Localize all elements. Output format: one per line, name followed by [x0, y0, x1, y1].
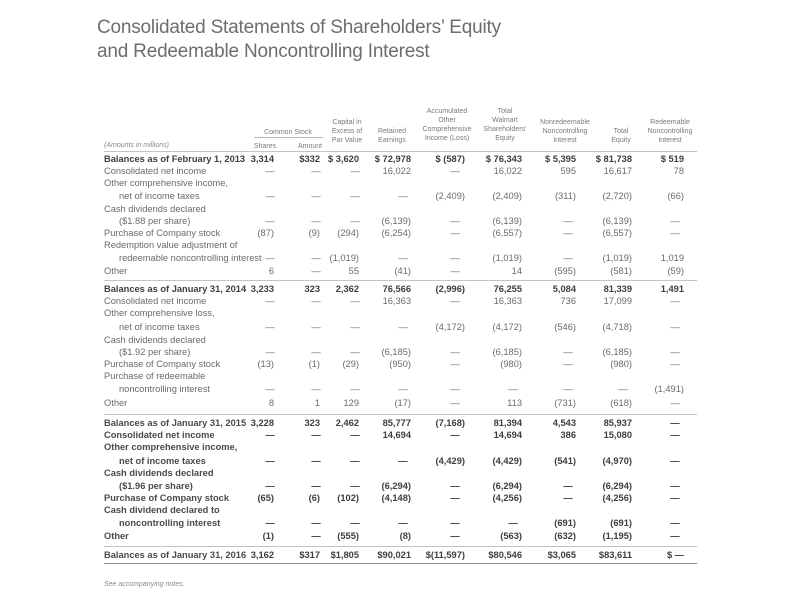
table-cell: 323: [304, 284, 320, 294]
table-cell: (1,019): [492, 253, 522, 263]
table-cell: (563): [500, 531, 522, 541]
table-cell: (2,409): [492, 191, 522, 201]
header-redeemable-2: Noncontrolling: [647, 128, 693, 135]
table-cell: —: [450, 296, 460, 306]
table-cell: $90,021: [377, 550, 411, 560]
row-label: Other: [104, 266, 128, 276]
table-cell: 85,777: [382, 418, 411, 428]
table-cell: (1,491): [654, 384, 684, 394]
table-cell: 85,937: [603, 418, 632, 428]
table-cell: —: [670, 398, 680, 408]
table-cell: 14: [511, 266, 522, 276]
row-label: Consolidated net income: [104, 430, 215, 440]
row-label: Other comprehensive income,: [104, 178, 229, 188]
row-label: Other comprehensive income,: [104, 442, 238, 452]
table-cell: (691): [554, 518, 576, 528]
table-cell: 16,022: [493, 166, 522, 176]
table-cell: —: [450, 493, 460, 503]
table-cell: (2,720): [602, 191, 632, 201]
table-cell: —: [563, 253, 573, 263]
table-cell: —: [311, 430, 321, 440]
row-label: net of income taxes: [119, 191, 200, 201]
header-nonredeemable: [540, 118, 590, 145]
table-cell: $ 5,395: [544, 154, 576, 164]
table-cell: 16,363: [382, 296, 411, 306]
row-label: ($1.88 per share): [119, 216, 191, 226]
table-cell: 14,694: [382, 430, 411, 440]
table-cell: (7,168): [435, 418, 465, 428]
table-cell: $ 72,978: [374, 154, 411, 164]
table-cell: —: [450, 430, 460, 440]
table-cell: —: [670, 418, 680, 428]
table-cell: —: [670, 216, 680, 226]
table-cell: —: [508, 518, 518, 528]
table-cell: —: [311, 166, 321, 176]
header-aoci-2: Other: [438, 117, 456, 124]
table-cell: —: [311, 481, 321, 491]
header-capital-excess-1: Capital in: [332, 119, 362, 126]
table-cell: (950): [389, 359, 411, 369]
header-redeemable-1: Redeemable: [650, 119, 690, 126]
table-cell: (4,970): [602, 456, 632, 466]
table-cell: 81,394: [493, 418, 522, 428]
table-cell: —: [265, 456, 275, 466]
table-cell: (66): [667, 191, 684, 201]
header-aoci-4: Income (Loss): [424, 135, 470, 142]
row-label: Cash dividend declared to: [104, 505, 220, 515]
table-cell: —: [398, 518, 408, 528]
table-cell: 323: [304, 418, 320, 428]
row-label: Balances as of January 31, 2015: [104, 418, 247, 428]
table-cell: (6,185): [602, 347, 632, 357]
table-cell: —: [311, 531, 321, 541]
table-cell: $(11,597): [425, 550, 465, 560]
table-cell: —: [350, 322, 360, 332]
row-label: Balances as of January 31, 2014: [104, 284, 247, 294]
table-cell: —: [563, 384, 573, 394]
table-cell: —: [563, 493, 573, 503]
table-cell: 16,617: [603, 166, 632, 176]
table-cell: $ —: [666, 550, 684, 560]
table-cell: 15,080: [603, 430, 632, 440]
table-cell: —: [350, 296, 360, 306]
table-cell: 113: [507, 398, 522, 408]
table-cell: (6,294): [602, 481, 632, 491]
table-cell: (17): [394, 398, 411, 408]
table-cell: 1: [314, 398, 320, 408]
table-cell: (1,019): [602, 253, 632, 263]
table-cell: —: [265, 481, 275, 491]
table-cell: 3,162: [250, 550, 274, 560]
table-cell: 129: [343, 398, 359, 408]
title-line-2: and Redeemable Noncontrolling Interest: [97, 41, 430, 62]
header-aoci-1: Accumulated: [426, 108, 468, 115]
table-cell: (6,185): [381, 347, 411, 357]
row-label: Cash dividends declared: [104, 204, 206, 214]
table-cell: —: [350, 166, 360, 176]
table-cell: —: [265, 347, 275, 357]
table-cell: —: [265, 191, 275, 201]
table-cell: 736: [560, 296, 576, 306]
table-cell: —: [450, 518, 460, 528]
header-total-walmart: [483, 107, 526, 143]
table-cell: (87): [257, 228, 274, 238]
table-cell: (541): [554, 456, 576, 466]
table-cell: —: [311, 266, 321, 276]
table-cell: —: [563, 216, 573, 226]
table-cell: —: [670, 359, 680, 369]
table-cell: $ (587): [435, 154, 465, 164]
row-label: Redemption value adjustment of: [104, 240, 238, 250]
row-label: Purchase of redeemable: [104, 371, 206, 381]
row-label: net of income taxes: [119, 322, 200, 332]
header-nonredeemable-1: Nonredeemable: [540, 119, 590, 126]
table-cell: (555): [337, 531, 359, 541]
table-cell: 16,363: [493, 296, 522, 306]
footnote: See accompanying notes.: [104, 581, 185, 588]
table-cell: —: [311, 216, 321, 226]
table-cell: 55: [348, 266, 359, 276]
table-cell: 2,362: [335, 284, 359, 294]
table-cell: —: [311, 253, 321, 263]
table-cell: 5,084: [552, 284, 576, 294]
table-cell: —: [450, 359, 460, 369]
table-cell: —: [265, 166, 275, 176]
table-cell: —: [311, 296, 321, 306]
row-label: Consolidated net income: [104, 166, 207, 176]
table-cell: (29): [342, 359, 359, 369]
table-cell: (691): [610, 518, 632, 528]
page-title: [97, 16, 501, 64]
row-label: noncontrolling interest: [119, 384, 210, 394]
table-cell: 14,694: [493, 430, 522, 440]
table-cell: —: [563, 481, 573, 491]
header-total-equity: [611, 127, 630, 145]
table-cell: —: [398, 253, 408, 263]
table-cell: (6,557): [602, 228, 632, 238]
row-label: Purchase of Company stock: [104, 493, 230, 503]
table-cell: $317: [299, 550, 320, 560]
table-cell: —: [398, 322, 408, 332]
table-cell: —: [265, 296, 275, 306]
table-cell: (4,429): [435, 456, 465, 466]
row-label: Cash dividends declared: [104, 468, 214, 478]
table-cell: (102): [337, 493, 359, 503]
table-cell: —: [265, 384, 275, 394]
table-cell: $3,065: [547, 550, 576, 560]
table-cell: $332: [299, 154, 320, 164]
table-cell: —: [350, 456, 360, 466]
table-cell: $ 519: [660, 154, 684, 164]
table-cell: —: [450, 228, 460, 238]
table-cell: $ 76,343: [485, 154, 522, 164]
table-cell: (6,557): [492, 228, 522, 238]
table-cell: (546): [554, 322, 576, 332]
table-cell: —: [311, 384, 321, 394]
header-total-equity-1: Total: [613, 128, 629, 135]
table-cell: (6,254): [381, 228, 411, 238]
row-label: Balances as of February 1, 2013: [104, 154, 246, 164]
table-cell: —: [670, 296, 680, 306]
table-cell: 8: [268, 398, 274, 408]
table-cell: (6,139): [381, 216, 411, 226]
section-rule: [104, 280, 697, 281]
table-cell: —: [450, 166, 460, 176]
header-amount: Amount: [297, 143, 323, 150]
row-label: Purchase of Company stock: [104, 228, 221, 238]
table-cell: (4,718): [602, 322, 632, 332]
table-cell: —: [670, 493, 680, 503]
table-cell: (4,256): [602, 493, 632, 503]
table-cell: (731): [554, 398, 576, 408]
header-total-equity-2: Equity: [611, 137, 631, 144]
table-cell: 4,543: [552, 418, 576, 428]
table-cell: —: [450, 266, 460, 276]
table-cell: 16,022: [382, 166, 411, 176]
table-cell: 6: [268, 266, 274, 276]
table-cell: (13): [257, 359, 274, 369]
table-cell: (4,148): [381, 493, 411, 503]
header-redeemable-3: Interest: [658, 137, 682, 144]
table-cell: 3,233: [250, 284, 274, 294]
table-cell: —: [350, 384, 360, 394]
table-cell: —: [563, 359, 573, 369]
table-cell: (1): [308, 359, 320, 369]
table-cell: 76,566: [382, 284, 411, 294]
header-redeemable: [648, 118, 693, 145]
table-cell: 78: [673, 166, 684, 176]
table-cell: —: [508, 384, 518, 394]
table-cell: (4,172): [435, 322, 465, 332]
table-cell: —: [311, 456, 321, 466]
row-label: noncontrolling interest: [119, 518, 221, 528]
table-cell: 2,462: [335, 418, 359, 428]
table-cell: 1,019: [660, 253, 684, 263]
table-cell: —: [450, 481, 460, 491]
table-cell: (581): [610, 266, 632, 276]
table-cell: —: [265, 216, 275, 226]
table-cell: (59): [667, 266, 684, 276]
section-rule: [104, 414, 697, 415]
table-cell: (6,294): [381, 481, 411, 491]
table-cell: —: [670, 456, 680, 466]
table-cell: —: [350, 216, 360, 226]
table-cell: —: [350, 518, 360, 528]
table-cell: (6,139): [602, 216, 632, 226]
header-nonredeemable-3: Interest: [553, 137, 577, 144]
table-cell: —: [563, 347, 573, 357]
table-cell: —: [670, 481, 680, 491]
table-cell: —: [350, 347, 360, 357]
table-cell: (6,139): [492, 216, 522, 226]
table-cell: (2,996): [435, 284, 465, 294]
row-label: Balances as of January 31, 2016: [104, 550, 247, 560]
table-cell: —: [311, 322, 321, 332]
header-aoci-3: Comprehensive: [422, 126, 472, 133]
table-cell: (8): [399, 531, 411, 541]
table-cell: $80,546: [488, 550, 522, 560]
table-cell: —: [670, 430, 680, 440]
amounts-label: (Amounts in millions): [104, 142, 169, 149]
table-cell: (4,429): [492, 456, 522, 466]
table-cell: —: [398, 456, 408, 466]
table-cell: (1,019): [329, 253, 359, 263]
header-retained-1: Retained: [377, 128, 407, 135]
table-cell: (618): [610, 398, 632, 408]
table-cell: (6): [308, 493, 320, 503]
table-cell: (6,294): [492, 481, 522, 491]
closing-rule: [104, 563, 697, 564]
table-cell: (1,195): [602, 531, 632, 541]
row-label: ($1.96 per share): [119, 481, 193, 491]
row-label: Consolidated net income: [104, 296, 207, 306]
table-cell: —: [670, 518, 680, 528]
table-cell: —: [450, 531, 460, 541]
table-cell: —: [265, 430, 275, 440]
table-cell: $83,611: [598, 550, 632, 560]
table-cell: —: [311, 518, 321, 528]
table-cell: —: [450, 253, 460, 263]
table-cell: $ 81,738: [595, 154, 632, 164]
table-cell: —: [265, 322, 275, 332]
table-cell: —: [450, 398, 460, 408]
table-cell: (294): [337, 228, 359, 238]
table-cell: —: [563, 228, 573, 238]
row-label: redeemable noncontrolling interest: [119, 253, 262, 263]
table-cell: (1): [262, 531, 274, 541]
header-common-stock-rule: [254, 137, 323, 138]
header-total-walmart-4: Equity: [495, 135, 515, 142]
row-label: Cash dividends declared: [104, 335, 206, 345]
table-cell: —: [350, 481, 360, 491]
header-total-walmart-1: Total: [497, 108, 513, 115]
table-cell: —: [618, 384, 628, 394]
table-cell: 595: [560, 166, 576, 176]
header-capital-excess-3: Par Value: [331, 137, 363, 144]
table-cell: 17,099: [603, 296, 632, 306]
table-cell: 386: [560, 430, 576, 440]
table-cell: —: [450, 216, 460, 226]
header-rule: [104, 151, 697, 152]
table-cell: —: [670, 347, 680, 357]
table-cell: (980): [500, 359, 522, 369]
table-cell: (632): [554, 531, 576, 541]
header-nonredeemable-2: Noncontrolling: [542, 128, 588, 135]
table-cell: (595): [554, 266, 576, 276]
table-cell: (4,256): [492, 493, 522, 503]
row-label: Other: [104, 531, 129, 541]
header-common-stock: Common Stock: [264, 129, 312, 136]
section-rule: [104, 546, 697, 547]
table-cell: (2,409): [435, 191, 465, 201]
table-cell: —: [670, 228, 680, 238]
table-cell: —: [450, 384, 460, 394]
table-cell: —: [670, 531, 680, 541]
table-cell: —: [265, 518, 275, 528]
table-cell: (311): [554, 191, 576, 201]
table-cell: 76,255: [493, 284, 522, 294]
header-retained-2: Earnings: [378, 137, 406, 144]
table-cell: —: [670, 322, 680, 332]
table-cell: —: [350, 430, 360, 440]
header-aoci: [422, 107, 471, 143]
table-cell: 81,339: [603, 284, 632, 294]
title-line-1: Consolidated Statements of Shareholders’ Equity: [97, 17, 501, 38]
table-cell: —: [265, 253, 275, 263]
table-cell: (9): [308, 228, 320, 238]
header-retained-earnings: [378, 127, 406, 145]
table-cell: 3,314: [250, 154, 274, 164]
table-cell: (4,172): [492, 322, 522, 332]
table-cell: —: [398, 191, 408, 201]
row-label: ($1.92 per share): [119, 347, 191, 357]
table-cell: —: [350, 191, 360, 201]
table-cell: (6,185): [492, 347, 522, 357]
table-cell: —: [311, 191, 321, 201]
table-cell: (980): [610, 359, 632, 369]
row-label: Other: [104, 398, 128, 408]
header-total-walmart-2: Walmart: [492, 117, 518, 124]
table-cell: $1,805: [330, 550, 359, 560]
table-cell: (41): [394, 266, 411, 276]
header-capital-excess: [332, 118, 362, 145]
table-cell: 3,228: [250, 418, 274, 428]
header-capital-excess-2: Excess of: [331, 128, 363, 135]
header-total-walmart-3: Shareholders’: [483, 126, 527, 133]
row-label: Purchase of Company stock: [104, 359, 221, 369]
header-shares: Shares: [253, 143, 277, 150]
table-cell: (65): [257, 493, 274, 503]
table-cell: —: [398, 384, 408, 394]
row-label: Other comprehensive loss,: [104, 308, 215, 318]
table-cell: $ 3,620: [327, 154, 359, 164]
table-cell: —: [450, 347, 460, 357]
row-label: net of income taxes: [119, 456, 206, 466]
table-cell: —: [311, 347, 321, 357]
table-cell: 1,491: [660, 284, 684, 294]
